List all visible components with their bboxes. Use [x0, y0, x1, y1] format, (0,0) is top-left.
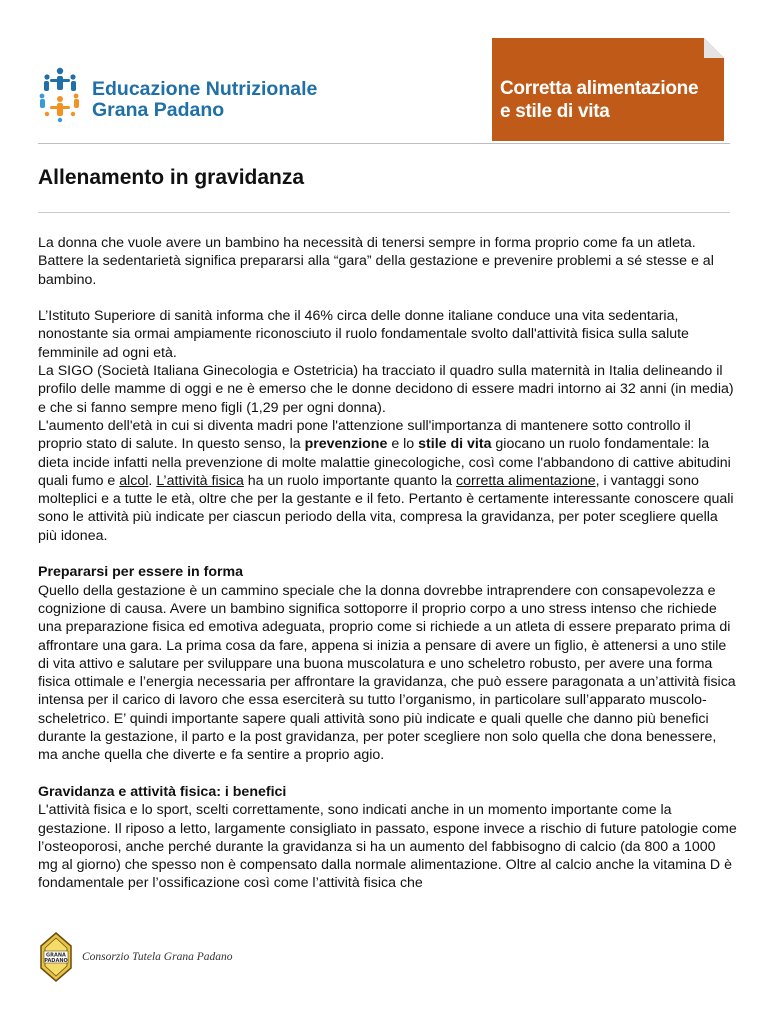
text-span: . [148, 472, 157, 489]
section-body-prepararsi: Quello della gestazione è un cammino speciale che la donna dovrebbe intraprendere con consapevolezza e cognizione di causa. Avere un bambino significa sottoporre il proprio corpo a uno stress intenso che richiede una preparazione fisica ed emotiva adeguata, proprio come si richiede a un atleta di essere preparato prima di affrontare una gara. La prima cosa da fare, appena si inizia a pensare di avere un figlio, è attenersi a uno stile di vita attivo e salutare per sviluppare una buona muscolatura e uno scheletro robusto, per avere una forma fisica ottimale e l’energia necessaria per affrontare la gravidanza, che può essere paragonata a un’attività fisica intensa per il carico di lavoro che essa eserciterà su tutto l’organismo, in particolare sull’apparato muscolo-scheletrico. E’ quindi importante sapere quali attività sono più indicate e quali quelle che danno più benefici durante la gestazione, il parto e la post gravidanza, per poter scegliere non solo quella che dona benessere, ma anche quella che diverte e fa sentire a proprio agio. [38, 582, 736, 764]
seal-text-bottom: PADANO [44, 958, 68, 964]
bold-prevenzione: prevenzione [304, 436, 388, 453]
section-body-benefici: L'attività fisica e lo sport, scelti correttamente, sono indicati anche in un momento importante come la gestazione. Il riposo a letto, largamente consigliato in passato, espone invece a rischio di future patologie come l’osteoporosi, anche perché durante la gravidanza si ha un aumento del fabbisogno di calcio (da 800 a 1000 mg al giorno) che spesso non è compensato dalla normale alimentazione. Oltre al calcio anche la vitamina D è fondamentale per l’ossificazione così come l’attività fisica che [38, 802, 737, 892]
header-divider [38, 143, 730, 144]
grana-padano-seal-icon [38, 932, 74, 982]
section-heading-benefici: Gravidanza e attività fisica: i benefici [38, 783, 287, 800]
link-alcol[interactable]: alcol [119, 472, 149, 489]
intro-paragraph: La donna che vuole avere un bambino ha necessità di tenersi sempre in forma proprio come fa un atleta. Battere la sedentarietà significa prepararsi alla “gara” della gestazione e prevenire problemi a sé stesse e al bambino. [38, 235, 714, 288]
paragraph-sigo: La SIGO (Società Italiana Ginecologia e Ostetricia) ha tracciato il quadro sulla maternità in Italia delineando il profilo delle mamme di oggi e ne è emerso che le donne decidono di essere madri intorno ai 32 anni (in media) e che si fanno sempre meno figli (1,29 per ogni donna). [38, 363, 734, 416]
figures-icon [38, 66, 82, 124]
text-span: , i vantaggi sono molteplici e a tutte le età, oltre che per la gestante e il feto. Pertanto è certamente interessante conoscere quali sono le attività più indicate per ciascun periodo della vita, compresa la gravidanza, per poter scegliere quella più idonea. [38, 472, 734, 544]
tag-fold-corner [704, 38, 724, 58]
text-span: e lo [387, 436, 419, 453]
category-tag-text [500, 77, 698, 123]
page-header [0, 0, 769, 145]
brand-line2: Grana Padano [92, 99, 225, 121]
text-span: L'aumento dell'età in cui si diventa madri pone l'attenzione sull'importanza di mantenere sotto controllo il proprio stato di salute. In questo senso, la [38, 417, 691, 453]
article-body [38, 234, 738, 893]
seal-text-top: GRANA [46, 952, 66, 959]
text-span: ha un ruolo importante quanto la [243, 472, 457, 489]
link-attivita-fisica[interactable]: L’attività fisica [156, 472, 244, 489]
tag-line1: Corretta alimentazione [500, 78, 699, 99]
section-heading-prepararsi: Prepararsi per essere in forma [38, 564, 244, 581]
page-title: Allenamento in gravidanza [38, 166, 305, 189]
consortium-name: Consorzio Tutela Grana Padano [82, 951, 233, 963]
text-span: giocano un ruolo fondamentale: la dieta incide infatti nella prevenzione di molte malattie ginecologiche, così come l'abbandono di cattive abitudini quali fumo e [38, 436, 731, 489]
brand-name [92, 79, 317, 121]
paragraph-iss: L’Istituto Superiore di sanità informa che il 46% circa delle donne italiane conduce una vita sedentaria, nonostante sia ormai ampiamente riconosciuto il ruolo fondamentale svolto dall'attività fisica sulla salute femminile ad ogni età. [38, 308, 689, 361]
title-divider [38, 212, 730, 213]
bold-stile-di-vita: stile di vita [418, 436, 492, 453]
tag-line2: e stile di vita [500, 101, 610, 122]
paragraph-prevention [38, 417, 738, 545]
link-corretta-alimentazione[interactable]: corretta alimentazione [456, 472, 596, 489]
brand-line1: Educazione Nutrizionale [92, 78, 318, 100]
